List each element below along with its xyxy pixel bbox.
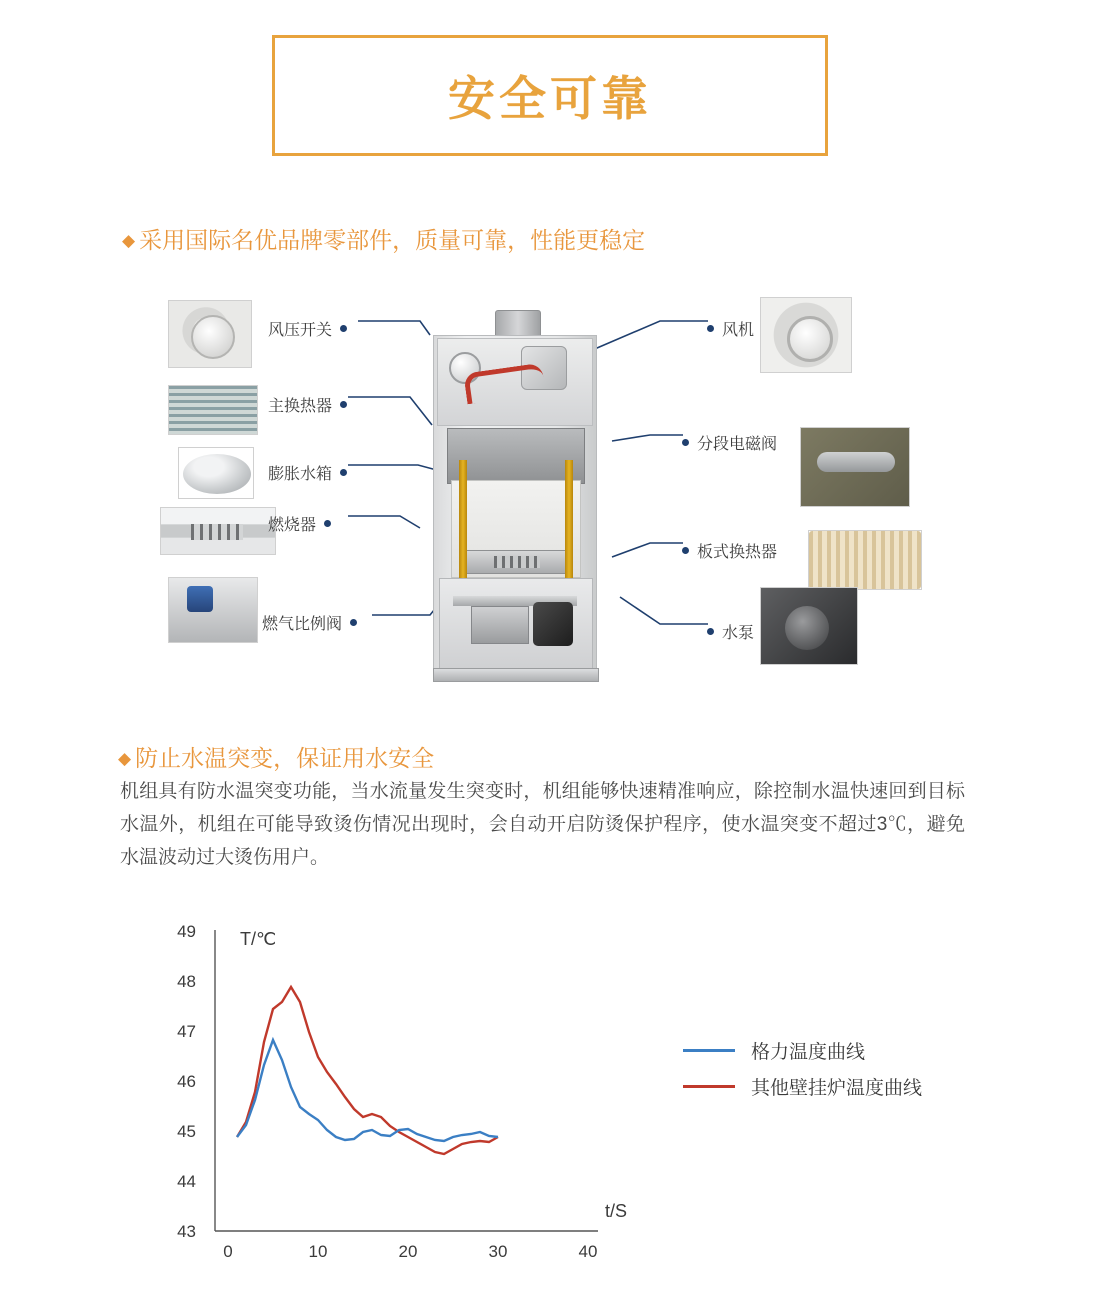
- photo-plate-heat-exchanger-image: [809, 531, 921, 589]
- photo-water-pump-image: [761, 588, 857, 664]
- svg-text:0: 0: [223, 1242, 233, 1261]
- boiler-burner-slots: [494, 556, 540, 568]
- photo-segmented-solenoid-valve-image: [801, 428, 909, 506]
- temperature-chart: [0, 905, 1100, 1265]
- legend-swatch-gree: [683, 1049, 735, 1052]
- callout-burner: 燃烧器: [268, 512, 316, 535]
- photo-water-pump: [760, 587, 858, 665]
- boiler-base: [433, 668, 599, 682]
- temperature-chart-svg: [0, 905, 1100, 1265]
- diamond-bullet-icon: ◆: [118, 749, 132, 768]
- boiler-pump-body: [533, 602, 573, 646]
- svg-text:10: 10: [308, 1242, 328, 1261]
- callout-plate-heat-exchanger: 板式换热器: [697, 539, 777, 562]
- svg-text:47: 47: [177, 1022, 196, 1041]
- legend-label-other: 其他壁挂炉温度曲线: [751, 1077, 923, 1099]
- svg-text:43: 43: [177, 1222, 196, 1241]
- photo-plate-heat-exchanger: [808, 530, 922, 590]
- legend-item-other: [683, 1068, 922, 1104]
- photo-expansion-tank: [178, 447, 254, 499]
- photo-main-heat-exchanger-image: [169, 386, 257, 434]
- callout-fan: 风机: [722, 317, 754, 340]
- title-banner: [272, 35, 828, 156]
- photo-gas-proportional-valve-image: [169, 578, 257, 642]
- legend-label-gree: 格力温度曲线: [751, 1041, 866, 1063]
- boiler-exploded-diagram: [0, 275, 1100, 695]
- svg-text:44: 44: [177, 1172, 196, 1191]
- photo-burner: [160, 507, 276, 555]
- section-heading-safety-text: 防止水温突变，保证用水安全: [135, 745, 435, 771]
- chart-legend: [683, 1032, 922, 1104]
- legend-swatch-other: [683, 1085, 735, 1088]
- svg-text:20: 20: [398, 1242, 418, 1261]
- photo-main-heat-exchanger: [168, 385, 258, 435]
- photo-gas-proportional-valve: [168, 577, 258, 643]
- photo-pressure-switch: [168, 300, 252, 368]
- section-heading-parts: [122, 222, 645, 255]
- callout-gas-proportional-valve: 燃气比例阀: [262, 611, 342, 634]
- callout-water-pump: 水泵: [722, 620, 754, 643]
- callout-pressure-switch: 风压开关: [268, 317, 332, 340]
- legend-item-gree: [683, 1032, 922, 1068]
- diamond-bullet-icon: ◆: [122, 231, 136, 250]
- photo-fan-image: [761, 298, 851, 372]
- photo-pressure-switch-image: [169, 301, 251, 367]
- callout-expansion-tank: 膨胀水箱: [268, 461, 332, 484]
- section-heading-parts-text: 采用国际名优品牌零部件，质量可靠，性能更稳定: [139, 227, 646, 253]
- photo-expansion-tank-image: [179, 448, 253, 498]
- svg-text:30: 30: [488, 1242, 508, 1261]
- section-heading-safety: [118, 740, 434, 773]
- page-title: 安全可靠: [448, 72, 652, 125]
- callout-main-heat-exchanger: 主换热器: [268, 393, 332, 416]
- svg-text:49: 49: [177, 922, 196, 941]
- svg-text:46: 46: [177, 1072, 196, 1091]
- svg-text:48: 48: [177, 972, 196, 991]
- photo-segmented-solenoid-valve: [800, 427, 910, 507]
- boiler-unit-illustration: [425, 310, 605, 690]
- callout-segmented-solenoid-valve: 分段电磁阀: [697, 431, 777, 454]
- safety-paragraph: 机组具有防水温突变功能，当水流量发生突变时，机组能够快速精准响应，除控制水温快速回到目标水温外，机组在可能导致烫伤情况出现时，会自动开启防烫保护程序，使水温突变不超过3℃，避免水温波动过大烫伤用户。: [120, 781, 965, 868]
- svg-text:45: 45: [177, 1122, 196, 1141]
- photo-fan: [760, 297, 852, 373]
- boiler-valve-block: [471, 606, 529, 644]
- svg-text:T/℃: T/℃: [240, 929, 277, 949]
- boiler-burner-strip: [463, 550, 569, 574]
- svg-text:t/S: t/S: [605, 1201, 628, 1221]
- photo-burner-image: [161, 508, 275, 554]
- svg-text:40: 40: [578, 1242, 598, 1261]
